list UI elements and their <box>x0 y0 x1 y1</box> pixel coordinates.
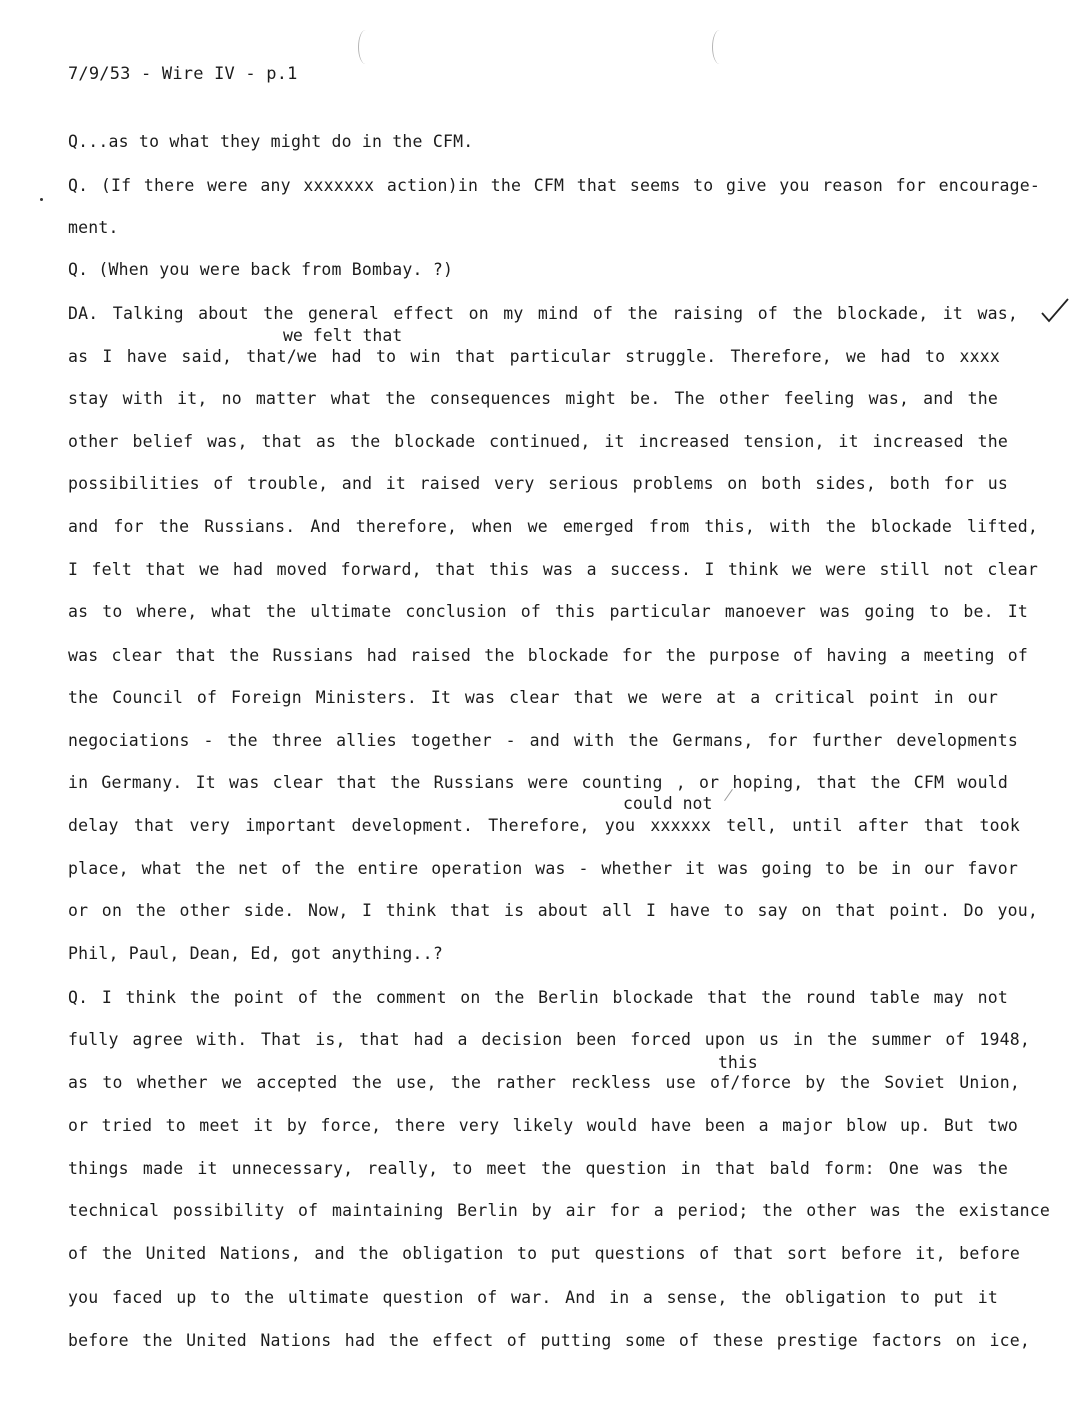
handwritten-insertion: could not <box>623 794 713 813</box>
text-line: you faced up to the ultimate question of war. And in a sense, the obligation to put it <box>68 1288 998 1307</box>
text-line: or on the other side. Now, I think that is about all I have to say on that point. Do you, <box>68 901 1038 920</box>
text-line: was clear that the Russians had raised the blockade for the purpose of having a meeting of <box>68 646 1028 665</box>
text-line: as to where, what the ultimate conclusion of this particular manoever was going to be. It <box>68 602 1028 621</box>
text-line: fully agree with. That is, that had a decision been forced upon us in the summer of 1948, <box>68 1030 1030 1049</box>
text-line: Q. (If there were any xxxxxxx action)in the CFM that seems to give you reason for encourage- <box>68 176 1040 195</box>
stray-mark <box>40 198 43 201</box>
text-line: delay that very important development. Therefore, you xxxxxx tell, until after that took <box>68 816 1020 835</box>
punch-hole-left <box>358 30 373 64</box>
text-line: DA. Talking about the general effect on my mind of the raising of the blockade, it was, <box>68 304 1018 323</box>
text-line: as I have said, that/we had to win that particular struggle. Therefore, we had to xxxx <box>68 347 1000 366</box>
text-line: other belief was, that as the blockade continued, it increased tension, it increased the <box>68 432 1008 451</box>
text-line: Q. I think the point of the comment on the Berlin blockade that the round table may not <box>68 988 1008 1007</box>
text-line: ment. <box>68 218 119 237</box>
text-line: and for the Russians. And therefore, when we emerged from this, with the blockade lifted, <box>68 517 1038 536</box>
text-line: I felt that we had moved forward, that this was a success. I think we were still not clear <box>68 560 1038 579</box>
text-line: stay with it, no matter what the consequences might be. The other feeling was, and the <box>68 389 998 408</box>
text-line: Q...as to what they might do in the CFM. <box>68 132 474 151</box>
text-line: before the United Nations had the effect of putting some of these prestige factors on ice, <box>68 1331 1030 1350</box>
text-line: in Germany. It was clear that the Russians were counting , or hoping, that the CFM would <box>68 773 1008 792</box>
handwritten-insertion: this <box>718 1053 758 1072</box>
handwritten-insertion: we felt that <box>283 326 403 345</box>
page-header: 7/9/53 - Wire IV - p.1 <box>68 64 298 84</box>
text-line: of the United Nations, and the obligation to put questions of that sort before it, before <box>68 1244 1020 1263</box>
punch-hole-right <box>712 30 727 64</box>
text-line: possibilities of trouble, and it raised very serious problems on both sides, both for us <box>68 474 1008 493</box>
text-line: as to whether we accepted the use, the rather reckless use of/force by the Soviet Union, <box>68 1073 1020 1092</box>
text-line: the Council of Foreign Ministers. It was clear that we were at a critical point in our <box>68 688 998 707</box>
text-line: negociations - the three allies together - and with the Germans, for further developments <box>68 731 1018 750</box>
text-line: or tried to meet it by force, there very likely would have been a major blow up. But two <box>68 1116 1018 1135</box>
text-line: Phil, Paul, Dean, Ed, got anything..? <box>68 944 443 963</box>
text-line: Q. (When you were back from Bombay. ?) <box>68 260 454 279</box>
text-line: place, what the net of the entire operation was - whether it was going to be in our favor <box>68 859 1018 878</box>
check-mark-icon <box>1040 297 1070 327</box>
text-line: technical possibility of maintaining Berlin by air for a period; the other was the existance <box>68 1201 1050 1220</box>
text-line: things made it unnecessary, really, to meet the question in that bald form: One was the <box>68 1159 1008 1178</box>
